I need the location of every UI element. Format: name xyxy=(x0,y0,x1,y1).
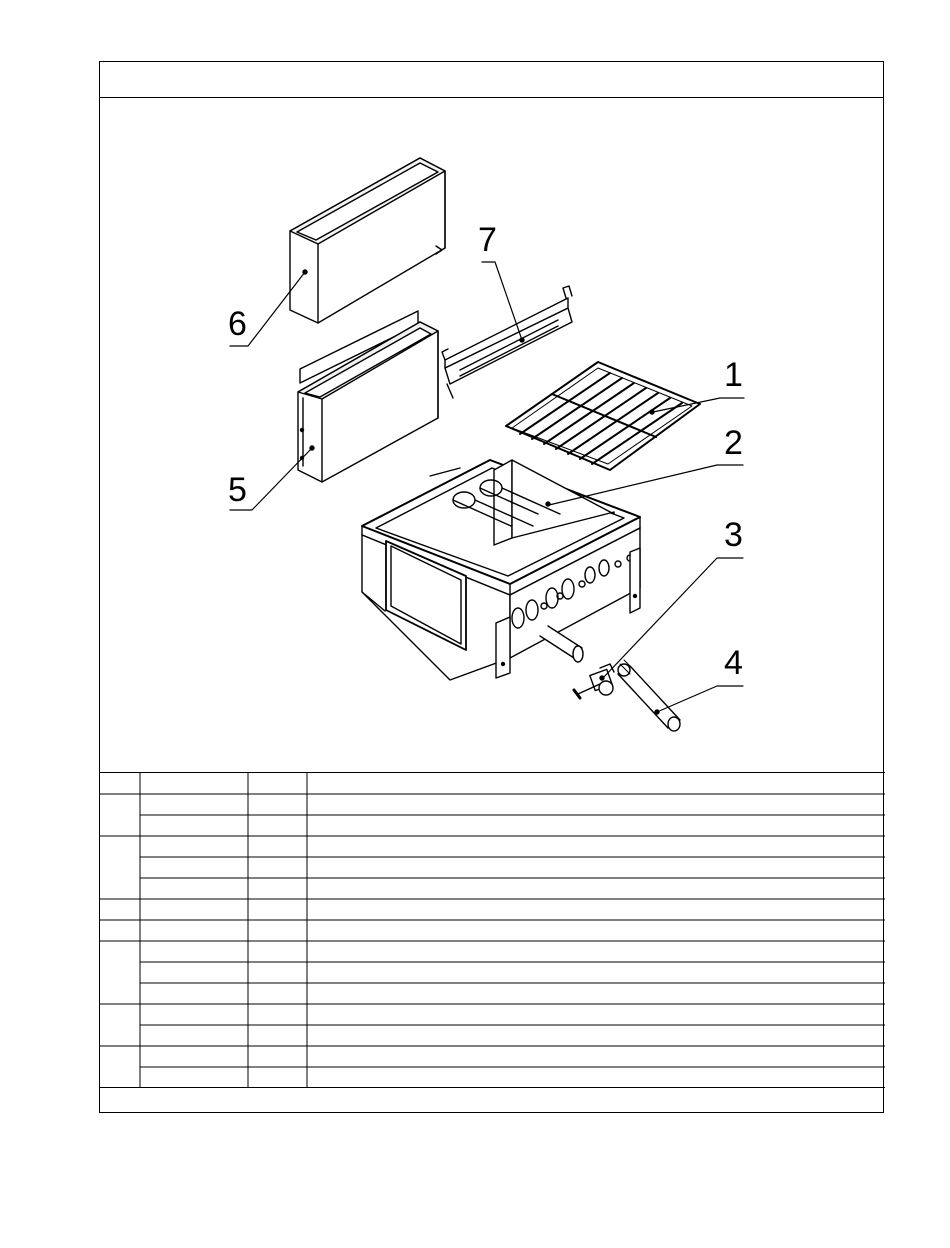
parts-table-grid xyxy=(100,773,885,1089)
part-1-rack xyxy=(506,362,700,470)
part-5-tray xyxy=(298,311,438,482)
title-band xyxy=(100,62,883,98)
drain-stub xyxy=(540,626,583,662)
callout-3: 3 xyxy=(724,516,743,554)
exploded-drawing xyxy=(100,98,885,772)
part-4-pipe xyxy=(618,660,680,731)
callout-5: 5 xyxy=(228,471,247,509)
part-6-tray xyxy=(290,158,445,323)
callout-1: 1 xyxy=(724,356,743,394)
footer-band xyxy=(100,1088,883,1113)
callout-2: 2 xyxy=(724,424,743,462)
parts-sheet xyxy=(99,61,884,1113)
part-3-valve xyxy=(574,664,614,698)
callout-6: 6 xyxy=(228,305,247,343)
parts-table xyxy=(100,772,885,1088)
callout-7: 7 xyxy=(478,221,497,259)
part-7-bracket xyxy=(442,286,572,398)
callout-4: 4 xyxy=(724,644,743,682)
